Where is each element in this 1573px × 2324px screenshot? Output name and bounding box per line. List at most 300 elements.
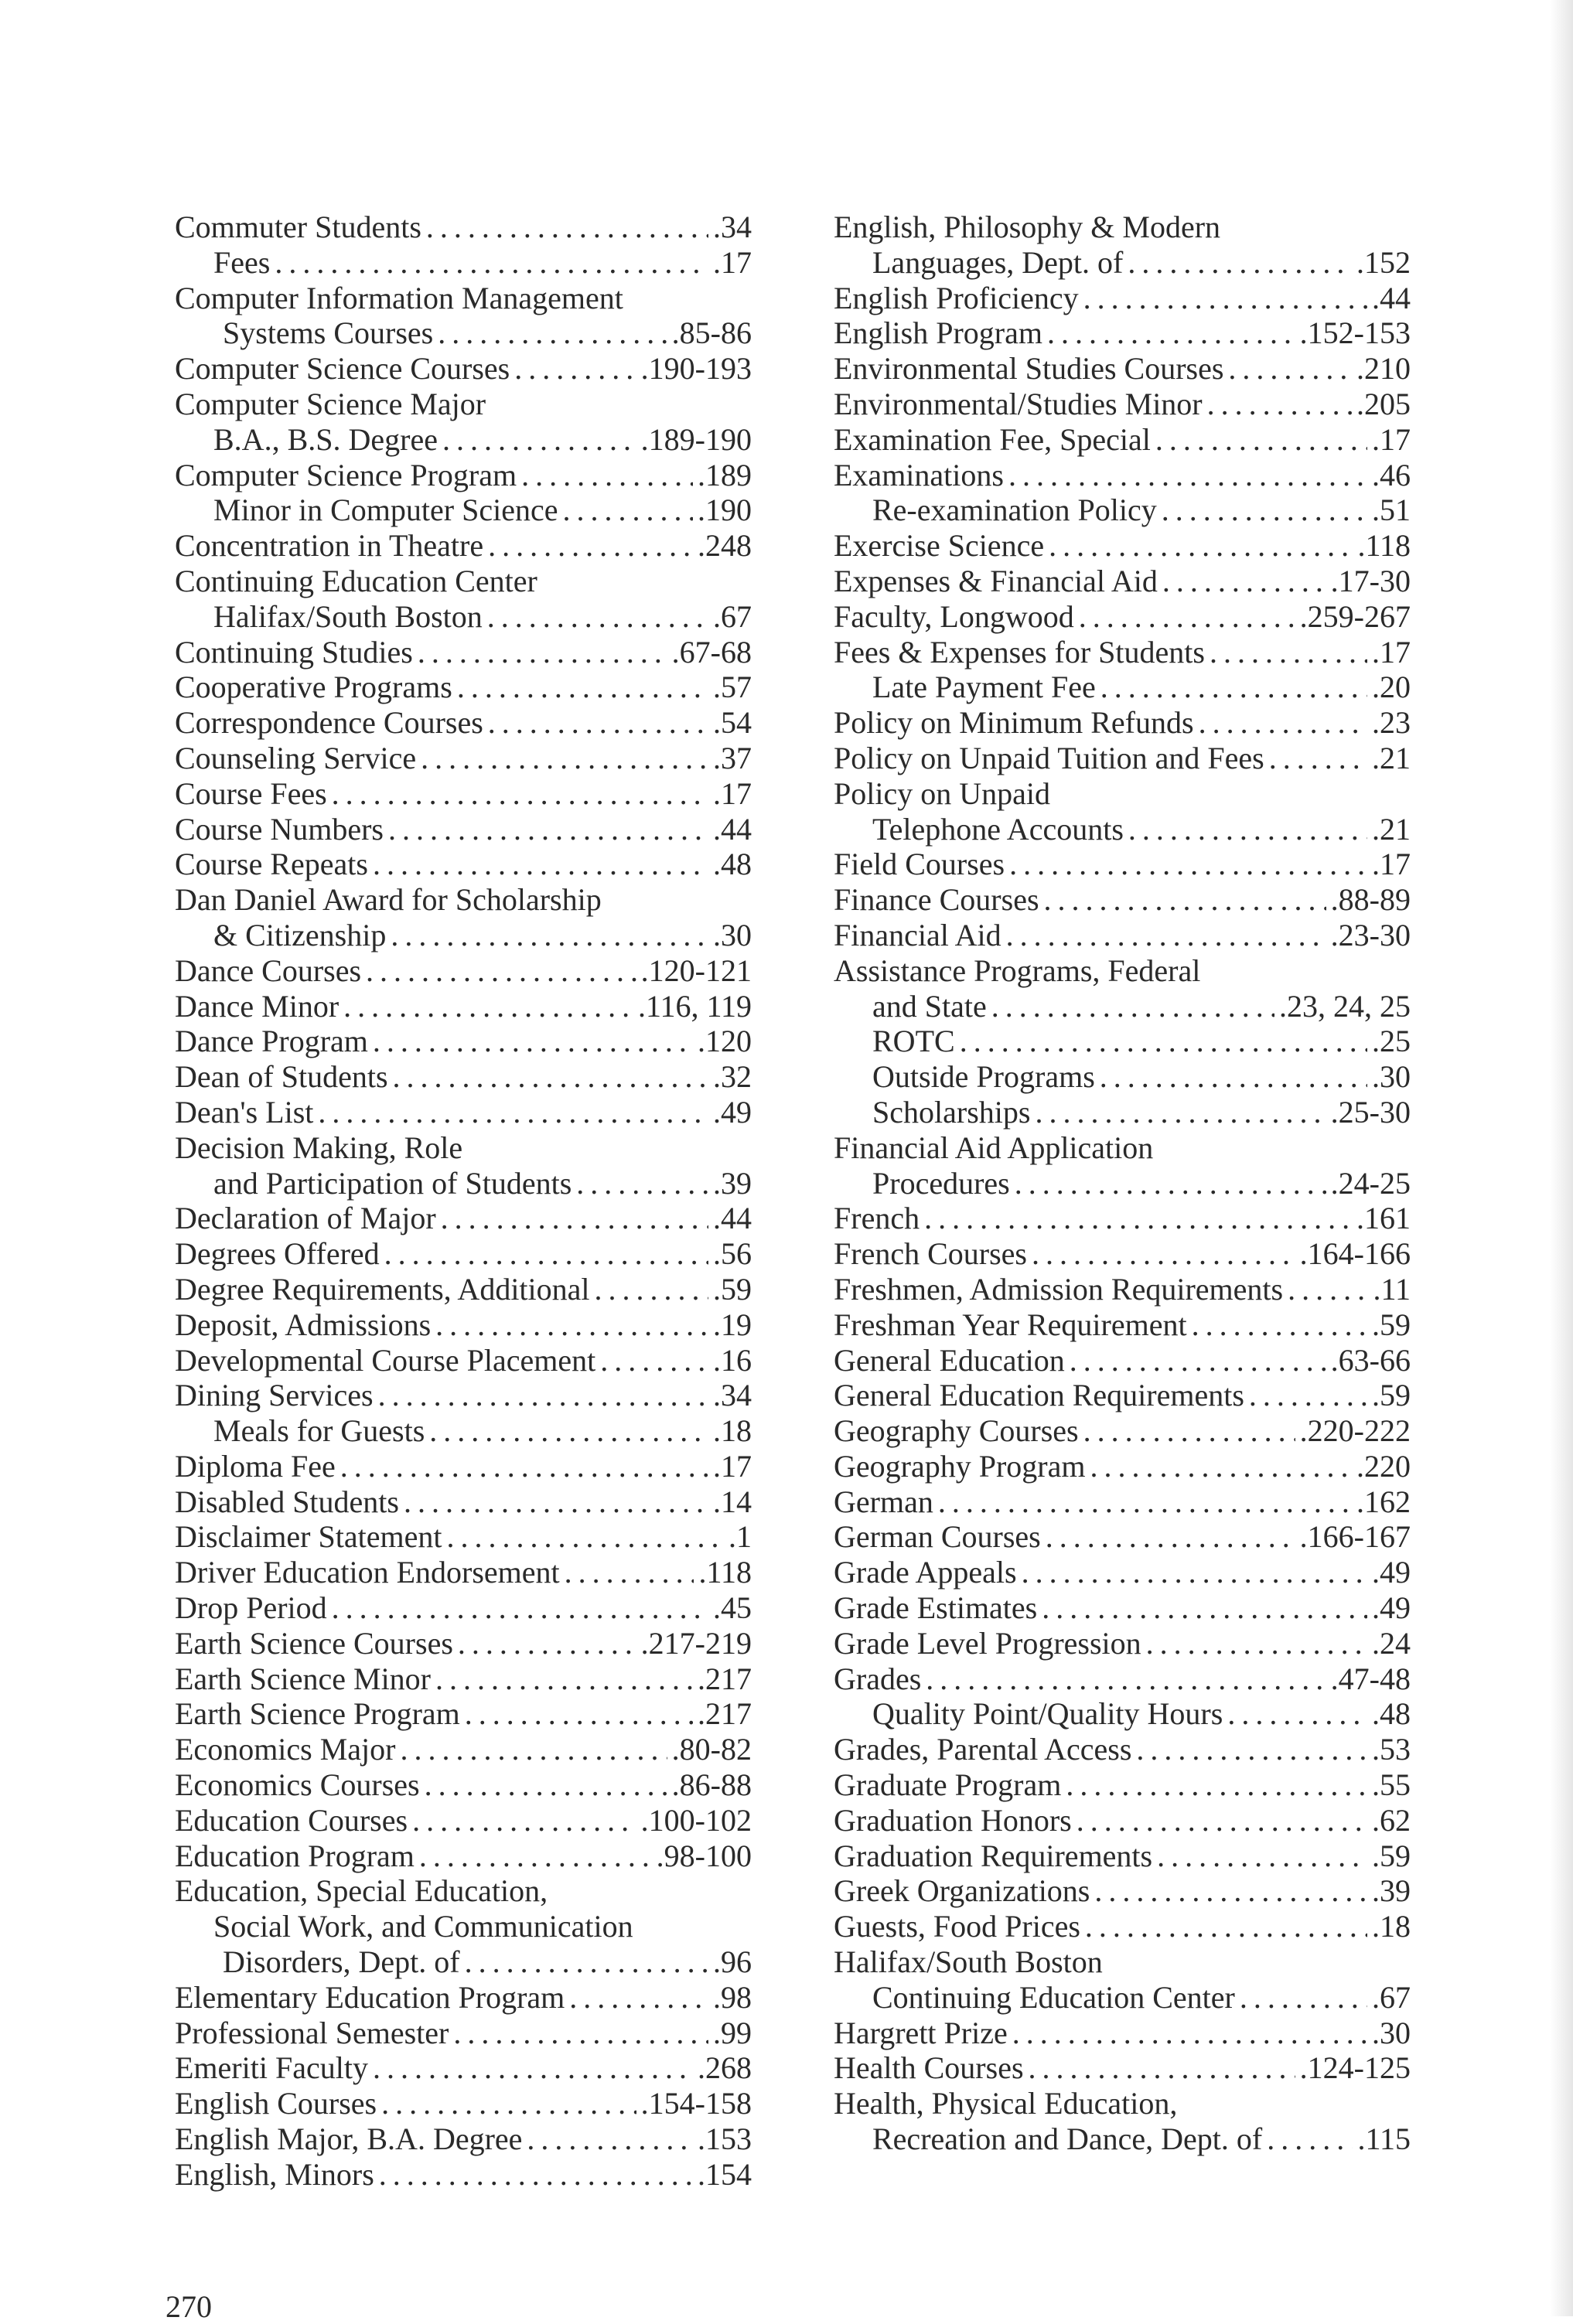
index-entry-page: .161 <box>1356 1201 1411 1236</box>
index-entry-term: Elementary Education Program <box>175 1979 565 2015</box>
index-entry <box>834 1095 1411 1130</box>
index-entry <box>834 1661 1411 1697</box>
index-entry <box>175 1590 752 1626</box>
index-entry-page: .20 <box>1372 670 1411 705</box>
index-entry <box>175 812 752 847</box>
index-entry-term: Degree Requirements, Additional <box>175 1271 590 1307</box>
dot-leader <box>1012 2016 1367 2051</box>
index-entry <box>834 670 1411 705</box>
dot-leader <box>1210 635 1367 670</box>
index-entry <box>834 492 1411 528</box>
index-entry <box>834 1484 1411 1520</box>
index-entry-page: .124-125 <box>1299 2050 1411 2086</box>
index-entry-term: Fees <box>213 244 271 280</box>
index-entry <box>175 1378 752 1413</box>
index-entry-page: .39 <box>1372 1873 1411 1909</box>
dot-leader <box>373 847 708 882</box>
index-entry-term: Degrees Offered <box>175 1236 380 1272</box>
index-entry-page: .210 <box>1356 351 1411 387</box>
index-entry-page: .49 <box>1372 1590 1411 1626</box>
index-entry-page: .96 <box>713 1944 752 1980</box>
dot-leader <box>379 2157 693 2193</box>
dot-leader <box>488 705 708 741</box>
index-entry-page: .21 <box>1372 740 1411 775</box>
index-entry <box>834 1696 1411 1732</box>
index-entry <box>834 882 1411 918</box>
index-entry <box>834 705 1411 741</box>
index-entry-term: Environmental/Studies Minor <box>834 386 1203 421</box>
index-entry-page: .11 <box>1373 1271 1411 1307</box>
dot-leader <box>1015 1166 1326 1201</box>
dot-leader <box>1042 1590 1367 1626</box>
dot-leader <box>1079 599 1295 635</box>
index-entry-page: .48 <box>713 847 752 882</box>
index-entry-page: .30 <box>1372 1059 1411 1095</box>
index-entry-page: .32 <box>713 1059 752 1095</box>
index-entry-term: Decision Making, Role <box>175 1130 463 1165</box>
index-entry <box>175 953 752 989</box>
index-entry-term: Economics Major <box>175 1732 396 1767</box>
index-entry-term: and State <box>872 988 987 1024</box>
index-entry <box>175 422 752 458</box>
index-entry <box>834 1555 1411 1590</box>
index-entry <box>175 1307 752 1343</box>
index-entry-term: French <box>834 1201 920 1236</box>
index-entry <box>175 2050 752 2086</box>
index-entry-page: .189 <box>698 457 752 492</box>
index-entry-term: Economics Courses <box>175 1767 420 1803</box>
index-entry <box>175 2086 752 2121</box>
index-entry-page: .47-48 <box>1330 1661 1411 1696</box>
index-entry-term: Deposit, Admissions <box>175 1307 432 1342</box>
index-entry-page: .80-82 <box>671 1732 752 1767</box>
dot-leader <box>391 918 708 953</box>
index-entry <box>175 1095 752 1130</box>
index-entry-page: .49 <box>713 1094 752 1130</box>
index-entry <box>834 1130 1411 1166</box>
index-entry-term: Social Work, and Communication <box>213 1909 633 1944</box>
index-entry <box>834 351 1411 387</box>
index-entry <box>834 1590 1411 1626</box>
index-entry-term: Financial Aid Application <box>834 1130 1154 1165</box>
index-entry-term: Outside Programs <box>872 1059 1095 1095</box>
dot-leader <box>1085 1909 1367 1944</box>
index-entry-page: .217 <box>698 1661 752 1696</box>
index-entry-page: .25-30 <box>1330 1094 1411 1130</box>
dot-leader <box>421 741 708 776</box>
dot-leader <box>1228 351 1352 387</box>
index-entry <box>834 528 1411 564</box>
dot-leader <box>373 2050 693 2086</box>
index-entry-page: .44 <box>713 1201 752 1236</box>
dot-leader <box>384 1236 708 1272</box>
index-entry <box>175 1696 752 1732</box>
index-entry <box>175 741 752 776</box>
dot-leader <box>1240 1980 1367 2016</box>
dot-leader <box>275 245 708 281</box>
index-entry-term: Financial Aid <box>834 917 1001 952</box>
index-entry-term: Policy on Minimum Refunds <box>834 705 1194 741</box>
index-entry-page: .1 <box>728 1519 752 1555</box>
dot-leader <box>465 1944 708 1980</box>
index-entry <box>175 1767 752 1803</box>
index-entry-page: .115 <box>1357 2121 1411 2157</box>
dot-leader <box>318 1095 708 1130</box>
index-entry-page: .220-222 <box>1299 1413 1411 1449</box>
index-entry-term: Telephone Accounts <box>872 811 1124 847</box>
index-entry-page: .220 <box>1356 1448 1411 1484</box>
dot-leader <box>1128 812 1367 847</box>
index-entry-term: Faculty, Longwood <box>834 598 1074 634</box>
index-entry-term: Health, Physical Education, <box>834 2086 1178 2121</box>
index-entry <box>175 1626 752 1661</box>
index-entry-page: .17 <box>1372 421 1411 457</box>
dot-leader <box>435 1307 708 1343</box>
index-entry-page: .85-86 <box>671 315 752 351</box>
index-entry-term: Late Payment Fee <box>872 670 1096 705</box>
index-entry-term: Computer Science Major <box>175 386 486 421</box>
index-entry-page: .190 <box>698 492 752 528</box>
index-entry-term: Policy on Unpaid Tuition and Fees <box>834 740 1264 775</box>
index-entry <box>175 989 752 1024</box>
index-entry-term: Earth Science Program <box>175 1696 460 1732</box>
index-entry-term: Graduate Program <box>834 1767 1062 1803</box>
index-entry <box>834 458 1411 493</box>
index-entry-term: Continuing Education Center <box>872 1979 1235 2015</box>
index-entry-page: .67-68 <box>671 634 752 670</box>
index-entry-page: .100-102 <box>640 1802 752 1838</box>
index-entry-page: .51 <box>1372 492 1411 528</box>
index-entry-page: .259-267 <box>1299 598 1411 634</box>
dot-leader <box>1155 422 1367 458</box>
index-entry-term: Dining Services <box>175 1378 374 1413</box>
index-column-left <box>175 210 752 2193</box>
index-entry <box>834 1166 1411 1201</box>
index-entry-term: Graduation Requirements <box>834 1838 1153 1873</box>
index-entry-term: Halifax/South Boston <box>834 1944 1103 1980</box>
index-entry <box>834 1413 1411 1449</box>
index-entry-term: Meals for Guests <box>213 1413 425 1449</box>
index-entry-page: .17 <box>713 244 752 280</box>
index-entry <box>834 847 1411 882</box>
index-entry-term: Developmental Course Placement <box>175 1342 596 1378</box>
index-entry-page: .88-89 <box>1330 882 1411 918</box>
index-entry <box>175 1909 752 1944</box>
index-entry <box>175 1059 752 1095</box>
index-entry-term: Geography Program <box>834 1448 1086 1484</box>
index-entry-term: B.A., B.S. Degree <box>213 421 438 457</box>
index-entry <box>175 1732 752 1767</box>
dot-leader <box>366 953 636 989</box>
index-entry-page: .23 <box>1372 705 1411 741</box>
dot-leader <box>576 1166 708 1201</box>
index-entry <box>834 599 1411 635</box>
index-entry-page: .98 <box>713 1979 752 2015</box>
index-entry-term: Languages, Dept. of <box>872 244 1124 280</box>
index-entry-page: .55 <box>1372 1767 1411 1803</box>
index-entry <box>175 635 752 670</box>
index-entry <box>834 2121 1411 2157</box>
dot-leader <box>960 1024 1367 1059</box>
dot-leader <box>1083 1413 1295 1449</box>
index-entry-term: Computer Information Management <box>175 280 623 315</box>
index-entry <box>834 1803 1411 1838</box>
index-entry-term: and Participation of Students <box>213 1165 572 1201</box>
dot-leader <box>1047 315 1295 351</box>
index-entry-page: .268 <box>698 2050 752 2086</box>
index-entry-page: .162 <box>1356 1484 1411 1519</box>
index-entry-page: .17 <box>1372 634 1411 670</box>
index-entry-term: English Courses <box>175 2086 377 2121</box>
dot-leader <box>521 458 693 493</box>
dot-leader <box>565 1555 694 1590</box>
index-entry-page: .48 <box>1372 1696 1411 1732</box>
index-entry-page: .23-30 <box>1330 917 1411 952</box>
index-entry <box>175 847 752 882</box>
index-entry-term: Cooperative Programs <box>175 670 452 705</box>
index-entry-page: .18 <box>713 1413 752 1449</box>
index-entry-term: Declaration of Major <box>175 1201 436 1236</box>
dot-leader <box>446 1519 724 1555</box>
index-entry-term: Expenses & Financial Aid <box>834 563 1158 598</box>
index-entry-term: Driver Education Endorsement <box>175 1555 560 1590</box>
index-entry-page: .57 <box>713 670 752 705</box>
index-entry-page: .45 <box>713 1590 752 1626</box>
dot-leader <box>1192 1307 1367 1343</box>
index-entry <box>834 918 1411 953</box>
index-entry <box>834 1236 1411 1272</box>
dot-leader <box>426 210 708 245</box>
index-entry-term: Education, Special Education, <box>175 1873 548 1909</box>
index-entry-term: Recreation and Dance, Dept. of <box>872 2121 1263 2157</box>
index-entry <box>175 1661 752 1697</box>
index-entry-page: .24-25 <box>1330 1165 1411 1201</box>
dot-leader <box>418 635 667 670</box>
dot-leader <box>600 1343 708 1378</box>
index-entry-term: Exercise Science <box>834 528 1045 564</box>
dot-leader <box>429 1413 708 1449</box>
index-entry <box>175 1449 752 1484</box>
index-entry-page: .17 <box>1372 847 1411 882</box>
dot-leader <box>1157 1838 1367 1874</box>
index-entry-term: Grade Level Progression <box>834 1625 1141 1661</box>
index-entry-term: & Citizenship <box>213 917 387 952</box>
index-entry <box>834 989 1411 1024</box>
index-entry <box>834 1201 1411 1236</box>
index-entry-page: .248 <box>698 528 752 564</box>
index-entry <box>834 1343 1411 1378</box>
index-entry <box>175 2016 752 2051</box>
index-entry-page: .17 <box>713 1448 752 1484</box>
dot-leader <box>458 1626 636 1661</box>
index-entry-page: .56 <box>713 1236 752 1272</box>
index-entry-page: .190-193 <box>640 351 752 387</box>
index-entry-page: .116, 119 <box>637 988 752 1024</box>
index-entry-page: .189-190 <box>640 421 752 457</box>
dot-leader <box>441 1201 708 1236</box>
dot-leader <box>373 1024 693 1059</box>
index-entry-page: .18 <box>1372 1909 1411 1944</box>
index-entry <box>834 1767 1411 1803</box>
index-entry-page: .46 <box>1372 457 1411 492</box>
index-entry <box>834 422 1411 458</box>
dot-leader <box>562 492 693 528</box>
dot-leader <box>442 422 636 458</box>
index-entry <box>175 1555 752 1590</box>
page-number: 270 <box>165 2289 212 2324</box>
dot-leader <box>1269 741 1367 776</box>
dot-leader <box>332 776 708 812</box>
index-entry-term: Course Repeats <box>175 847 368 882</box>
index-entry <box>834 1307 1411 1343</box>
dot-leader <box>1077 1803 1367 1838</box>
index-entry-term: Dance Minor <box>175 988 340 1024</box>
index-entry <box>175 670 752 705</box>
index-entry <box>175 2121 752 2157</box>
dot-leader <box>1070 1343 1326 1378</box>
index-entry-term: Examination Fee, Special <box>834 421 1151 457</box>
index-entry-page: .120 <box>698 1024 752 1059</box>
index-entry-term: Environmental Studies Courses <box>834 351 1224 387</box>
index-entry <box>834 210 1411 245</box>
index-entry-page: .118 <box>698 1555 752 1590</box>
index-entry <box>834 1519 1411 1555</box>
index-entry <box>834 812 1411 847</box>
index-entry <box>175 918 752 953</box>
index-entry <box>834 1838 1411 1874</box>
index-entry-page: .63-66 <box>1330 1342 1411 1378</box>
index-entry-term: Diploma Fee <box>175 1448 336 1484</box>
index-entry-term: Re-examination Policy <box>872 492 1157 528</box>
index-entry <box>834 1944 1411 1980</box>
index-entry <box>175 1166 752 1201</box>
index-entry-term: Geography Courses <box>834 1413 1079 1449</box>
index-entry <box>834 1024 1411 1059</box>
index-entry-page: .217-219 <box>640 1625 752 1661</box>
dot-leader <box>404 1484 708 1520</box>
index-entry-term: Continuing Studies <box>175 634 413 670</box>
dot-leader <box>378 1378 708 1413</box>
index-entry <box>175 492 752 528</box>
index-entry-page: .118 <box>1357 528 1411 564</box>
index-entry-term: Health Courses <box>834 2050 1024 2086</box>
index-entry <box>175 1803 752 1838</box>
index-entry-term: Dance Program <box>175 1024 368 1059</box>
index-entry-term: Grade Appeals <box>834 1555 1017 1590</box>
index-entry-page: .86-88 <box>671 1767 752 1803</box>
index-entry-page: .30 <box>713 917 752 952</box>
index-entry-term: Education Program <box>175 1838 415 1873</box>
dot-leader <box>1083 281 1367 316</box>
index-entry <box>175 245 752 281</box>
index-entry-term: Dan Daniel Award for Scholarship <box>175 882 602 918</box>
index-entry-term: Minor in Computer Science <box>213 492 558 528</box>
dot-leader <box>1029 2050 1295 2086</box>
index-entry-term: Professional Semester <box>175 2015 449 2050</box>
index-entry-term: Policy on Unpaid <box>834 775 1050 811</box>
index-entry-page: .59 <box>1372 1838 1411 1873</box>
dot-leader <box>514 351 636 387</box>
index-entry-term: Systems Courses <box>223 315 434 351</box>
index-entry-term: Course Numbers <box>175 811 384 847</box>
index-entry-term: Computer Science Program <box>175 457 517 492</box>
index-entry-term: General Education <box>834 1342 1065 1378</box>
index-entry-page: .17 <box>713 775 752 811</box>
index-entry <box>175 1484 752 1520</box>
index-entry-page: .39 <box>713 1165 752 1201</box>
index-entry-term: German <box>834 1484 933 1519</box>
index-entry <box>175 1201 752 1236</box>
dot-leader <box>938 1484 1352 1520</box>
index-entry-page: .44 <box>1372 280 1411 315</box>
index-entry-page: .30 <box>1372 2015 1411 2050</box>
index-entry-term: Earth Science Minor <box>175 1661 431 1696</box>
index-entry-page: .166-167 <box>1299 1519 1411 1555</box>
page-edge-shadow <box>1550 0 1573 2316</box>
index-entry-term: Dean of Students <box>175 1059 388 1095</box>
dot-leader <box>340 1449 708 1484</box>
index-entry-term: Commuter Students <box>175 210 421 244</box>
index-entry-page: .59 <box>1372 1307 1411 1342</box>
index-entry-page: .16 <box>713 1342 752 1378</box>
dot-leader <box>1032 1236 1295 1272</box>
index-entry-page: .53 <box>1372 1732 1411 1767</box>
index-entry <box>175 776 752 812</box>
index-entry <box>834 741 1411 776</box>
index-entry-page: .120-121 <box>640 952 752 988</box>
index-entry-page: .152 <box>1356 244 1411 280</box>
index-entry-term: Disclaimer Statement <box>175 1519 442 1555</box>
index-entry <box>834 1873 1411 1909</box>
index-entry-term: Finance Courses <box>834 882 1039 918</box>
index-entry <box>175 351 752 387</box>
index-entry-page: .217 <box>698 1696 752 1732</box>
index-entry-page: .67 <box>1372 1979 1411 2015</box>
dot-leader <box>1162 492 1367 528</box>
index-entry-term: Computer Science Courses <box>175 351 510 387</box>
index-entry <box>175 1944 752 1980</box>
index-entry <box>175 1413 752 1449</box>
dot-leader <box>487 599 708 635</box>
index-entry <box>175 1272 752 1307</box>
index-column-right <box>834 210 1411 2157</box>
index-entry-term: ROTC <box>872 1024 955 1059</box>
index-entry <box>834 315 1411 351</box>
index-entry-term: English, Philosophy & Modern <box>834 210 1221 244</box>
index-entry-term: Assistance Programs, Federal <box>834 952 1201 988</box>
dot-leader <box>1035 1095 1326 1130</box>
index-entry-term: Freshmen, Admission Requirements <box>834 1271 1284 1307</box>
index-entry-page: .44 <box>713 811 752 847</box>
dot-leader <box>381 2086 636 2121</box>
index-entry-term: Concentration in Theatre <box>175 528 484 564</box>
index-entry-term: Graduation Honors <box>834 1802 1072 1838</box>
dot-leader <box>1090 1449 1352 1484</box>
index-entry-page: .152-153 <box>1299 315 1411 351</box>
dot-leader <box>1136 1732 1367 1767</box>
dot-leader <box>1049 528 1353 564</box>
index-entry <box>834 1626 1411 1661</box>
dot-leader <box>1009 847 1367 882</box>
index-entry-page: .34 <box>713 1378 752 1413</box>
index-entry <box>834 1732 1411 1767</box>
dot-leader <box>1094 1873 1367 1909</box>
dot-leader <box>991 989 1274 1024</box>
index-entry <box>834 635 1411 670</box>
index-entry-term: Education Courses <box>175 1802 408 1838</box>
dot-leader <box>1044 882 1326 918</box>
index-entry-term: Dean's List <box>175 1094 314 1130</box>
